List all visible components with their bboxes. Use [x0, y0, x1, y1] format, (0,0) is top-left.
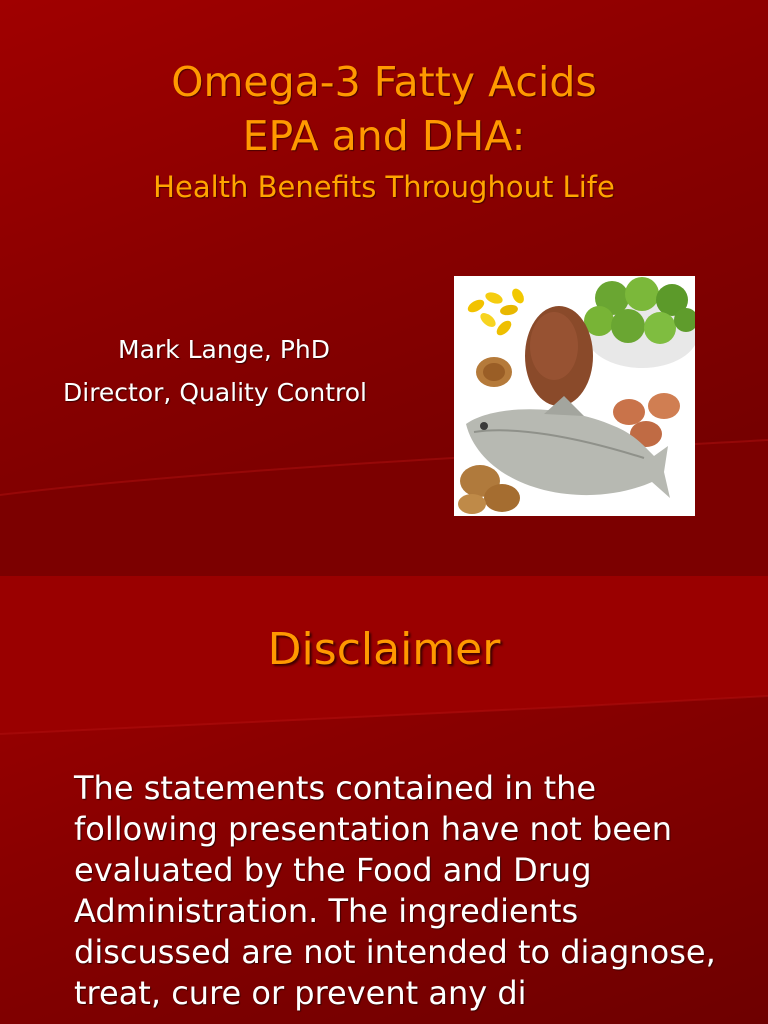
disclaimer-slide: [0, 576, 768, 1024]
author-role: Director, Quality Control: [63, 378, 367, 407]
disclaimer-body: The statements contained in the following presentation have not been evaluated by the Food and Drug Administration. The ingredients discussed are not intended to diagnose, treat, cure or prevent any di: [74, 769, 716, 1012]
disclaimer-title: Disclaimer: [267, 624, 501, 675]
subtitle: Health Benefits Throughout Life: [153, 170, 615, 204]
omega3-foods-photo: [454, 276, 695, 516]
title-line-1: Omega-3 Fatty Acids: [171, 58, 597, 106]
title-line-2: EPA and DHA:: [242, 112, 526, 160]
author-name: Mark Lange, PhD: [118, 335, 330, 364]
